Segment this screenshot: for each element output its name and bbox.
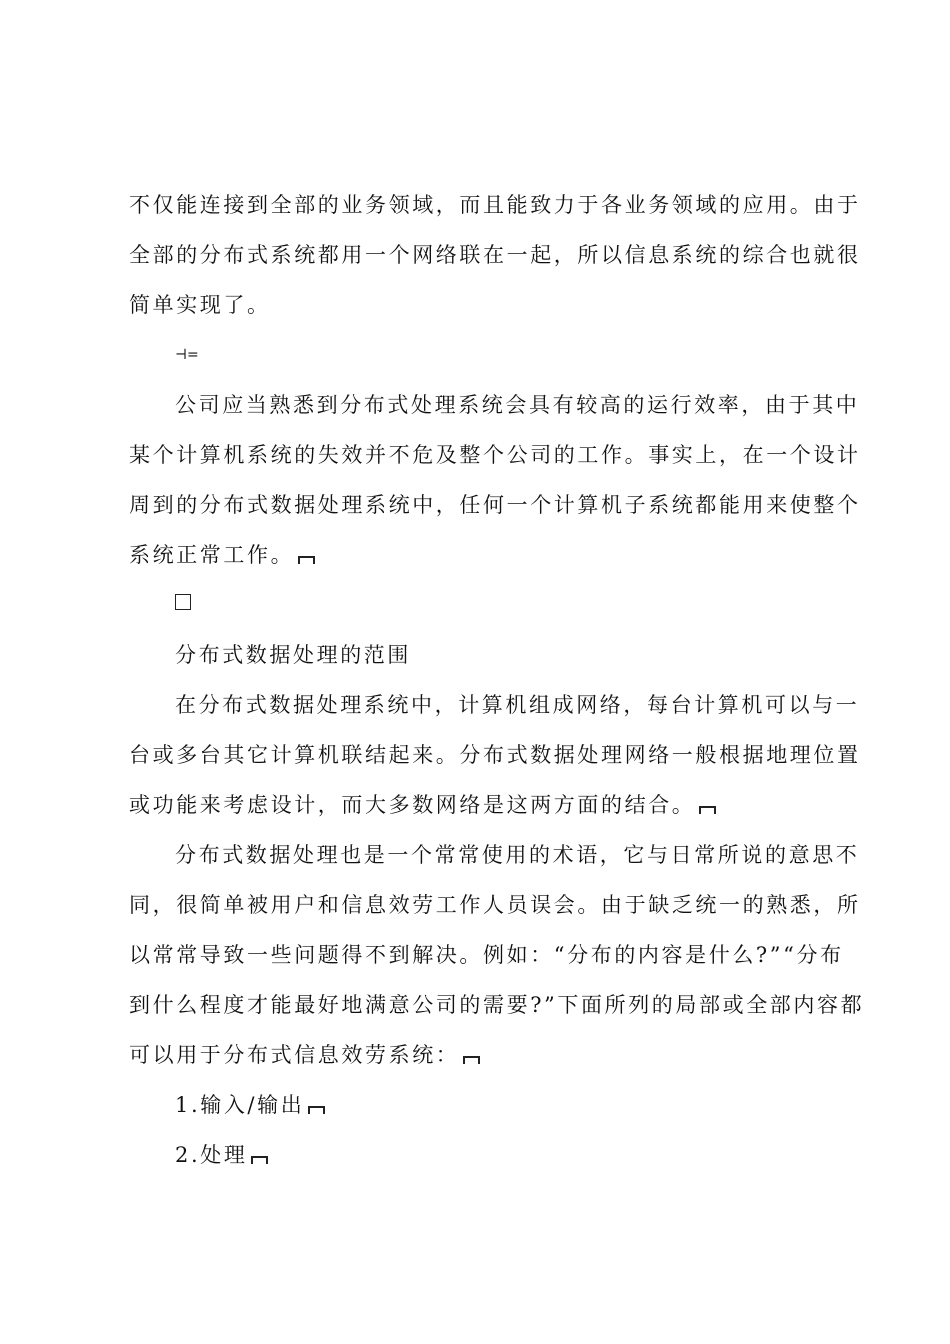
section-mark: ⊣= [175,347,199,363]
text-line [129,1040,832,1070]
list-item [175,1090,832,1120]
text-line: 全部的分布式系统都用一个网络联在一起，所以信息系统的综合也就很 [129,243,861,267]
text-line: 周到的分布式数据处理系统中，任何一个计算机子系统都能用来使整个 [129,493,861,517]
text-line-content: 系统正常工作。 [129,543,295,567]
text-line: 台或多台其它计算机联结起来。分布式数据处理网络一般根据地理位置 [129,743,861,767]
checkbox-glyph-icon [175,594,191,610]
list-item [175,1140,832,1170]
paragraph-mark-icon [463,1056,480,1064]
text-line: 同，很简单被用户和信息效劳工作人员误会。由于缺乏统一的熟悉，所 [129,893,861,917]
text-line: 不仅能连接到全部的业务领域，而且能致力于各业务领域的应用。由于 [129,193,861,217]
paragraph-mark-icon [699,806,716,814]
paragraph-mark-icon [298,556,315,564]
paragraph-mark-icon [251,1156,268,1164]
text-line: 某个计算机系统的失效并不危及整个公司的工作。事实上，在一个设计 [129,443,861,467]
list-item-label: 1.输入/输出 [175,1093,305,1117]
text-line-content: 可以用于分布式信息效劳系统： [129,1043,460,1067]
text-line: 公司应当熟悉到分布式处理系统会具有较高的运行效率，由于其中 [175,393,860,417]
text-line: 在分布式数据处理系统中，计算机组成网络，每台计算机可以与一 [175,693,860,717]
list-item-label: 2.处理 [175,1143,248,1167]
text-line [129,790,832,820]
text-line: 以常常导致一些问题得不到解决。例如：“分布的内容是什么?”“分布 [129,943,844,967]
text-line: 分布式数据处理也是一个常常使用的术语，它与日常所说的意思不 [175,843,860,867]
section-heading: 分布式数据处理的范围 [175,643,411,667]
text-line: 到什么程度才能最好地满意公司的需要?”下面所列的局部或全部内容都 [129,993,865,1017]
text-line [129,540,832,570]
paragraph-mark-icon [308,1106,325,1114]
text-line-content: 或功能来考虑设计，而大多数网络是这两方面的结合。 [129,793,696,817]
text-line: 简单实现了。 [129,293,271,317]
